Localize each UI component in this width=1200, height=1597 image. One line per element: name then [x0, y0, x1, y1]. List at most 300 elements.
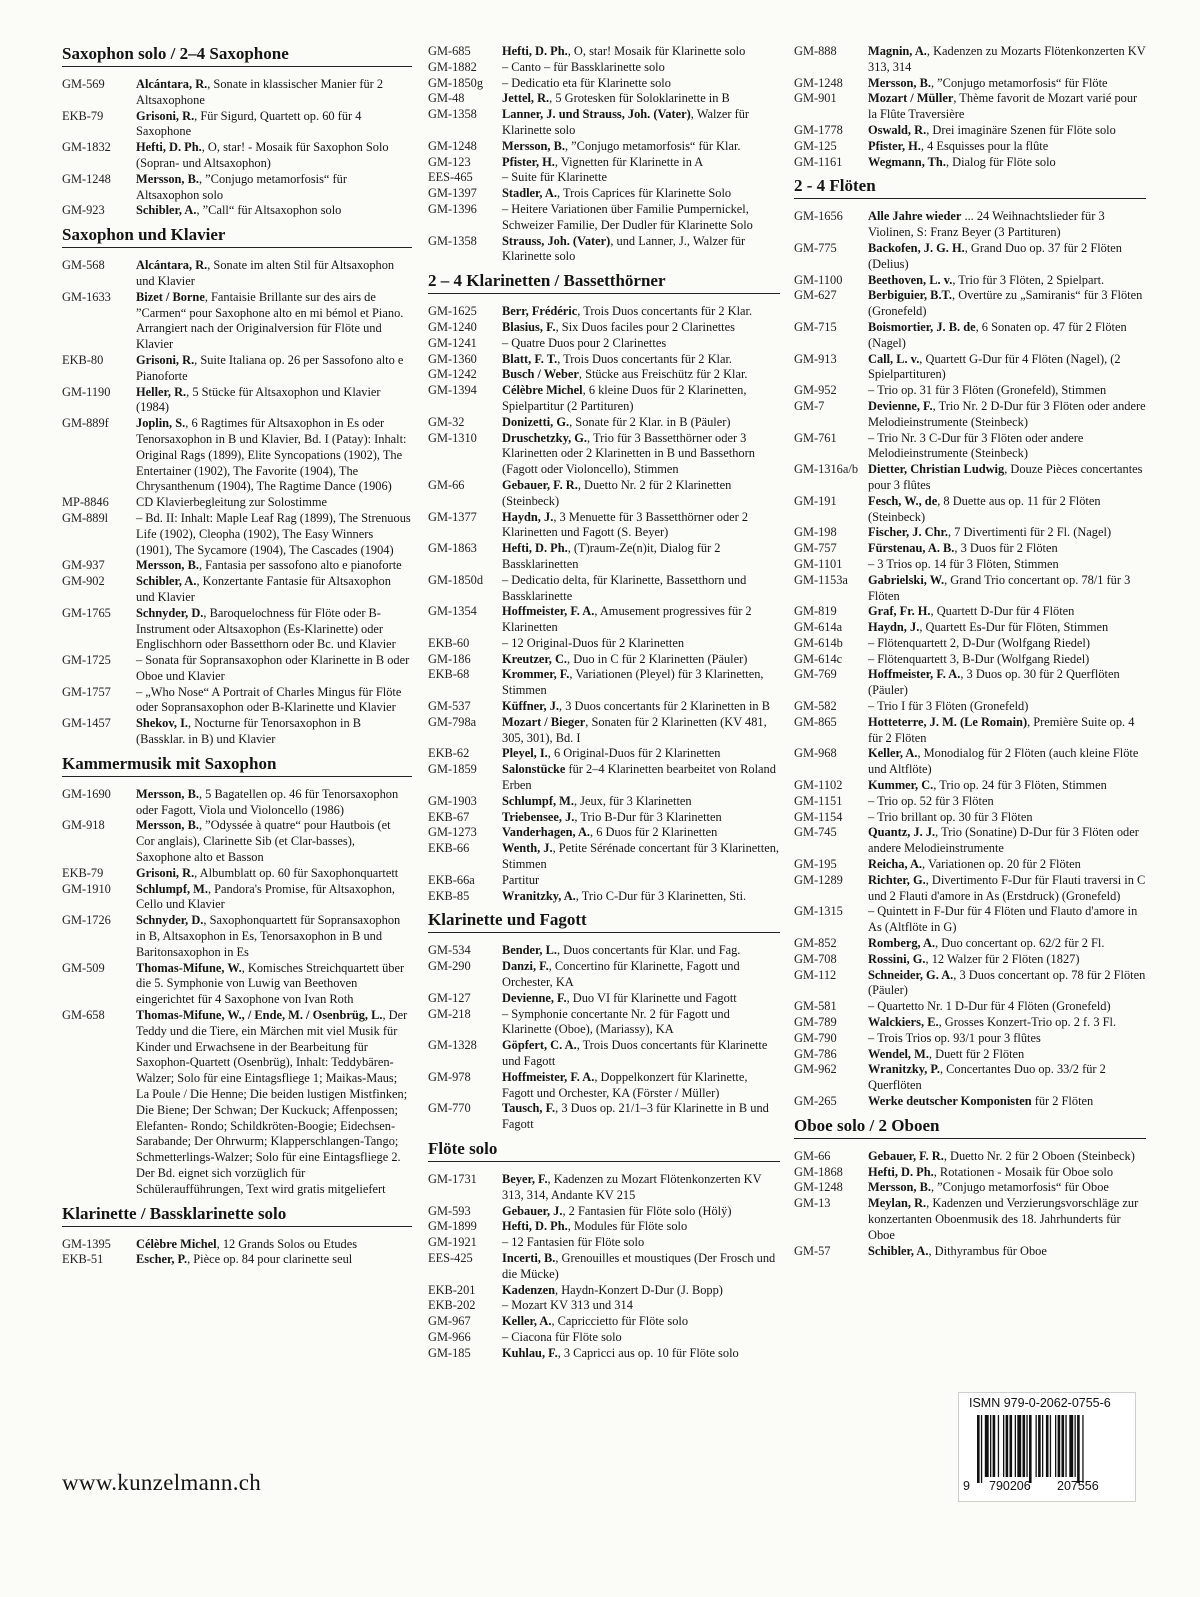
- catalog-entry: [428, 825, 780, 841]
- catalog-entry: [794, 1244, 1146, 1260]
- entry-description: [502, 652, 780, 668]
- catalog-entry: [794, 999, 1146, 1015]
- entry-description: [868, 904, 1146, 936]
- catalog-entry: [794, 383, 1146, 399]
- composer-name: Mersson, B.: [502, 138, 565, 153]
- work-title: , Quartett G-Dur für 4 Flöten (Nagel), (2 Spielpartituren): [868, 351, 1121, 382]
- catalog-entry: [428, 1283, 780, 1299]
- work-title: , Amusement progressives für 2 Klarinetten: [502, 604, 752, 635]
- catalog-entry: [794, 1180, 1146, 1196]
- catalog-number: GM-1248: [794, 1180, 843, 1195]
- work-title: , Quartett D-Dur für 4 Flöten: [930, 604, 1075, 619]
- entry-description: [868, 139, 1146, 155]
- catalog-entry: [428, 186, 780, 202]
- entry-description: [136, 866, 412, 882]
- work-title: – Flötenquartett 3, B-Dur (Wolfgang Riedel): [868, 651, 1090, 666]
- work-title: , Douze Pièces concertantes pour 3 flûtes: [868, 462, 1143, 492]
- catalog-number: GM-1241: [428, 335, 477, 350]
- composer-name: Berr, Frédéric: [502, 304, 578, 319]
- entry-description: [502, 943, 780, 959]
- catalog-section: [62, 225, 412, 748]
- catalog-number: EKB-66a: [428, 872, 475, 887]
- barcode-bar: [1015, 1415, 1016, 1477]
- composer-name: Devienne, F.: [502, 990, 567, 1005]
- entry-description: [868, 1015, 1146, 1031]
- composer-name: Beethoven, L. v.: [868, 272, 953, 287]
- catalog-number: GM-1725: [62, 653, 111, 668]
- composer-name: Keller, A.: [502, 1314, 552, 1329]
- catalog-number: GM-1242: [428, 367, 477, 382]
- work-title: – Suite für Klarinette: [502, 170, 607, 185]
- barcode-digits-right: 207556: [1057, 1479, 1099, 1493]
- work-title: – Sonata für Sopransaxophon oder Klarinette in B oder Oboe und Klavier: [136, 653, 410, 683]
- entry-description: [136, 495, 412, 511]
- catalog-number: GM-889l: [62, 510, 109, 525]
- work-title: , 3 Capricci aus op. 10 für Flöte solo: [557, 1345, 739, 1360]
- entry-description: [868, 1180, 1146, 1196]
- catalog-entry: [62, 258, 412, 290]
- entry-description: [868, 810, 1146, 826]
- barcode-bar: [1082, 1415, 1083, 1483]
- catalog-number: EKB-67: [428, 809, 470, 824]
- entry-description: [868, 1031, 1146, 1047]
- entry-description: [502, 1314, 780, 1330]
- work-title: , Grand Trio concertant op. 78/1 für 3 Flöten: [868, 572, 1131, 603]
- work-title: , O, star! Mosaik für Klarinette solo: [567, 44, 746, 58]
- entry-description: [868, 76, 1146, 92]
- work-title: , 4 Esquisses pour la flûte: [920, 138, 1049, 153]
- catalog-entry: [794, 825, 1146, 857]
- catalog-entry: [794, 604, 1146, 620]
- composer-name: Célèbre Michel: [502, 383, 583, 398]
- catalog-number: GM-1289: [794, 872, 843, 887]
- work-title: – Dedicatio eta für Klarinette solo: [502, 75, 671, 90]
- work-title: , Duetto Nr. 2 für 2 Klarinetten (Steinbeck): [502, 477, 732, 508]
- catalog-entry: [794, 123, 1146, 139]
- catalog-entry: [428, 636, 780, 652]
- catalog-entry: [428, 320, 780, 336]
- composer-name: Alcántara, R.: [136, 258, 208, 273]
- composer-name: Berbiguier, B.T.: [868, 288, 952, 303]
- entry-description: [868, 383, 1146, 399]
- catalog-number: GM-852: [794, 936, 837, 951]
- entry-description: [502, 352, 780, 368]
- catalog-entry: [794, 44, 1146, 76]
- composer-name: Backofen, J. G. H.: [868, 240, 965, 255]
- catalog-entry: [428, 1172, 780, 1204]
- catalog-number: GM-1153a: [794, 572, 848, 587]
- entry-description: [502, 1007, 780, 1039]
- work-title: , Trois Duos concertants für Klarinette und Fagott: [502, 1038, 768, 1069]
- composer-name: Heller, R.: [136, 384, 187, 399]
- catalog-number: GM-1102: [794, 778, 843, 793]
- composer-name: Mersson, B.: [136, 786, 199, 801]
- work-title: ... 24 Weihnachtslieder für 3 Violinen, S: Franz Beyer (3 Partituren): [868, 209, 1105, 240]
- entry-description: [502, 76, 780, 92]
- composer-name: Wranitzky, A.: [502, 888, 576, 903]
- catalog-entry: [794, 636, 1146, 652]
- work-title: , Kadenzen zu Mozart Flötenkonzerten KV 313, 314, Andante KV 215: [502, 1172, 762, 1202]
- work-title: – Quatre Duos pour 2 Clarinettes: [502, 335, 667, 350]
- catalog-number: GM-614c: [794, 651, 843, 666]
- entry-description: [868, 636, 1146, 652]
- work-title: , 3 Duos concertant op. 78 für 2 Flöten (Päuler): [868, 967, 1146, 998]
- composer-name: Pfister, H.: [868, 138, 921, 153]
- composer-name: Schlumpf, M.: [502, 793, 574, 808]
- catalog-entry: [428, 573, 780, 605]
- catalog-number: GM-509: [62, 960, 105, 975]
- composer-name: Hoffmeister, F. A.: [868, 667, 961, 682]
- composer-name: Graf, Fr. H.: [868, 604, 931, 619]
- work-title: – Flötenquartett 2, D-Dur (Wolfgang Riedel): [868, 635, 1090, 650]
- entry-description: [502, 186, 780, 202]
- entry-description: [868, 699, 1146, 715]
- entry-description: [868, 462, 1146, 494]
- entry-description: [868, 155, 1146, 171]
- catalog-number: GM-1863: [428, 541, 477, 556]
- entry-description: [136, 140, 412, 172]
- catalog-entry: [794, 1031, 1146, 1047]
- entry-description: [502, 1172, 780, 1204]
- entry-description: [502, 1204, 780, 1220]
- composer-name: Quantz, J. J.: [868, 825, 936, 840]
- composer-name: Triebensee, J.: [502, 809, 575, 824]
- catalog-entry: [428, 1219, 780, 1235]
- catalog-number: GM-1903: [428, 793, 477, 808]
- catalog-number: GM-57: [794, 1243, 831, 1258]
- catalog-number: GM-790: [794, 1030, 837, 1045]
- catalog-entry: [62, 511, 412, 558]
- catalog-number: GM-1625: [428, 304, 477, 319]
- work-title: CD Klavierbegleitung zur Solostimme: [136, 495, 327, 510]
- catalog-number: GM-13: [794, 1196, 831, 1211]
- work-title: , 3 Duos op. 21/1–3 für Klarinette in B und Fagott: [502, 1101, 769, 1132]
- entry-description: [136, 606, 412, 653]
- barcode-digits-left: 790206: [989, 1479, 1031, 1493]
- entry-description: [136, 77, 412, 109]
- catalog-entry: [794, 699, 1146, 715]
- catalog-entry: [428, 91, 780, 107]
- catalog-number: GM-1731: [428, 1172, 477, 1186]
- composer-name: Fischer, J. Chr.: [868, 525, 948, 540]
- work-title: , Concertantes Duo op. 33/2 für 2 Querflöten: [868, 1062, 1106, 1093]
- composer-name: Hefti, D. Ph.: [868, 1164, 934, 1179]
- entry-description: [502, 889, 780, 905]
- catalog-entry: [794, 873, 1146, 905]
- work-title: , 3 Duos op. 30 für 2 Querflöten (Päuler): [868, 667, 1120, 698]
- entry-description: [502, 1251, 780, 1283]
- barcode-bar: [1017, 1415, 1021, 1477]
- composer-name: Hefti, D. Ph.: [502, 541, 568, 556]
- barcode-icon: [977, 1415, 1119, 1483]
- catalog-entry: [428, 510, 780, 542]
- work-title: , Baroquelochness für Flöte oder B-Instrument oder Altsaxophon (Es-Klarinette) oder Englischhorn oder Bassetthorn oder Bc. und Klavier: [136, 605, 396, 652]
- work-title: , 5 Bagatellen op. 46 für Tenorsaxophon oder Fagott, Viola und Violoncello (1986): [136, 786, 399, 817]
- catalog-number: GM-761: [794, 430, 837, 445]
- composer-name: Busch / Weber: [502, 367, 579, 382]
- entry-description: [502, 1070, 780, 1102]
- entry-description: [502, 1219, 780, 1235]
- work-title: – Trois Trios op. 93/1 pour 3 flûtes: [868, 1030, 1041, 1045]
- catalog-entry: [62, 558, 412, 574]
- barcode-bar: [1077, 1415, 1080, 1483]
- entry-description: [868, 288, 1146, 320]
- composer-name: Magnin, A.: [868, 44, 927, 58]
- catalog-entry: [794, 241, 1146, 273]
- composer-name: Rossini, G.: [868, 951, 926, 966]
- entry-description: [868, 667, 1146, 699]
- composer-name: Romberg, A.: [868, 936, 936, 951]
- catalog-number: GM-775: [794, 240, 837, 255]
- composer-name: Hefti, D. Ph.: [502, 44, 568, 58]
- composer-name: Schibler, A.: [868, 1243, 929, 1258]
- barcode-bar: [1065, 1415, 1066, 1477]
- catalog-entry: [428, 652, 780, 668]
- entry-description: [136, 416, 412, 495]
- entry-description: [502, 873, 780, 889]
- catalog-entry: [62, 606, 412, 653]
- composer-name: Mersson, B.: [868, 1180, 931, 1195]
- work-title: – Trio Nr. 3 C-Dur für 3 Flöten oder andere Melodieinstrumente (Steinbeck): [868, 430, 1084, 461]
- column-left: [62, 44, 412, 1274]
- barcode-bar: [1055, 1415, 1056, 1477]
- work-title: für 2 Flöten: [1031, 1094, 1094, 1108]
- catalog-entry: [794, 209, 1146, 241]
- entry-description: [502, 510, 780, 542]
- composer-name: Mersson, B.: [136, 558, 199, 573]
- composer-name: Kreutzer, C.: [502, 651, 568, 666]
- work-title: , Variationen op. 20 für 2 Flöten: [922, 857, 1081, 872]
- work-title: , Première Suite op. 4 für 2 Flöten: [868, 714, 1135, 745]
- catalog-number: EKB-202: [428, 1298, 476, 1313]
- work-title: , Thème favorit de Mozart varié pour la Flûte Traversière: [868, 91, 1138, 122]
- catalog-entry: [428, 234, 780, 266]
- entry-description: [136, 1252, 412, 1268]
- catalog-entry: [62, 653, 412, 685]
- work-title: , Duo in C für 2 Klarinetten (Päuler): [567, 651, 748, 666]
- catalog-number: GM-1310: [428, 430, 477, 445]
- composer-name: Hotteterre, J. M. (Le Romain): [868, 714, 1028, 729]
- entry-description: [868, 273, 1146, 289]
- catalog-entry: [794, 494, 1146, 526]
- catalog-number: GM-1190: [62, 384, 111, 399]
- catalog-entry: [62, 203, 412, 219]
- composer-name: Stadler, A.: [502, 186, 557, 201]
- work-title: , Pièce op. 84 pour clarinette seul: [187, 1252, 353, 1267]
- composer-name: Pfister, H.: [502, 154, 555, 169]
- entry-description: [502, 810, 780, 826]
- catalog-number: GM-198: [794, 525, 837, 540]
- catalog-number: EKB-79: [62, 865, 104, 880]
- composer-name: Kuhlau, F.: [502, 1345, 558, 1360]
- catalog-number: GM-186: [428, 651, 471, 666]
- composer-name: Göpfert, C. A.: [502, 1038, 577, 1053]
- catalog-entry: [428, 810, 780, 826]
- catalog-entry: [428, 1235, 780, 1251]
- work-title: – Bd. II: Inhalt: Maple Leaf Rag (1899), The Strenuous Life (1902), Cleopha (1902), The Easy Winners (1901), The Sycamore (1904), The Cascades (1904): [136, 510, 411, 557]
- catalog-number: GM-1757: [62, 684, 111, 699]
- catalog-entry: [428, 943, 780, 959]
- work-title: , 12 Walzer für 2 Flöten (1827): [925, 951, 1080, 966]
- catalog-section: [428, 271, 780, 904]
- catalog-number: GM-708: [794, 951, 837, 966]
- entry-description: [502, 1298, 780, 1314]
- catalog-section: [428, 44, 780, 265]
- catalog-entry: [62, 685, 412, 717]
- catalog-number: GM-770: [428, 1101, 471, 1116]
- catalog-entry: [428, 667, 780, 699]
- catalog-number: GM-1832: [62, 140, 111, 155]
- catalog-number: GM-1850g: [428, 75, 484, 90]
- composer-name: Mozart / Bieger: [502, 714, 586, 729]
- barcode-bar: [990, 1415, 991, 1477]
- work-title: , Grosses Konzert-Trio op. 2 f. 3 Fl.: [938, 1015, 1117, 1030]
- catalog-entry: [794, 1062, 1146, 1094]
- work-title: , Petite Sérénade concertant für 3 Klarinetten, Stimmen: [502, 841, 779, 872]
- composer-name: Grisoni, R.: [136, 108, 195, 123]
- barcode-bar: [1010, 1415, 1013, 1477]
- catalog-entry: [428, 60, 780, 76]
- barcode-bar: [981, 1415, 982, 1483]
- composer-name: Haydn, J.: [868, 620, 920, 635]
- catalog-number: EKB-60: [428, 635, 470, 650]
- entry-description: [868, 123, 1146, 139]
- catalog-number: GM-1868: [794, 1164, 843, 1179]
- entry-description: [136, 290, 412, 353]
- work-title: , 6 Duos für 2 Klarinetten: [590, 825, 718, 840]
- entry-description: [502, 841, 780, 873]
- catalog-entry: [794, 904, 1146, 936]
- entry-description: [136, 353, 412, 385]
- catalog-entry: [428, 431, 780, 478]
- work-title: , Stücke aus Freischütz für 2 Klar.: [578, 367, 748, 382]
- entry-description: [868, 1047, 1146, 1063]
- work-title: – Ciacona für Flöte solo: [502, 1329, 622, 1344]
- entry-description: [502, 762, 780, 794]
- catalog-number: EKB-80: [62, 352, 104, 367]
- composer-name: Schnyder, D.: [136, 605, 204, 620]
- work-title: – 12 Original-Duos für 2 Klarinetten: [502, 635, 685, 650]
- composer-name: Shekov, I.: [136, 716, 188, 731]
- catalog-number: GM-1240: [428, 319, 477, 334]
- catalog-number: GM-1457: [62, 716, 111, 731]
- entry-description: [868, 541, 1146, 557]
- entry-description: [502, 1235, 780, 1251]
- catalog-number: GM-568: [62, 258, 105, 273]
- catalog-number: EKB-62: [428, 746, 470, 761]
- catalog-entry: [794, 155, 1146, 171]
- entry-description: [868, 652, 1146, 668]
- section-heading: Saxophon und Klavier: [62, 225, 412, 248]
- website-url[interactable]: www.kunzelmann.ch: [62, 1470, 262, 1495]
- composer-name: Küffner, J.: [502, 699, 560, 714]
- entry-description: [136, 913, 412, 960]
- catalog-section: [428, 910, 780, 1133]
- work-title: , Six Duos faciles pour 2 Clarinettes: [555, 319, 735, 334]
- catalog-number: GM-1316a/b: [794, 462, 859, 477]
- catalog-number: GM-1850d: [428, 572, 484, 587]
- column-middle: [428, 44, 780, 1368]
- catalog-number: GM-534: [428, 943, 471, 958]
- composer-name: Lanner, J. und Strauss, Joh. (Vater): [502, 107, 691, 122]
- composer-name: Joplin, S.: [136, 416, 186, 431]
- work-title: , Overtüre zu „Samiranis“ für 3 Flöten (Gronefeld): [868, 288, 1143, 319]
- work-title: , Grenouilles et moustiques (Der Frosch und die Mücke): [502, 1250, 776, 1281]
- composer-name: Schibler, A.: [136, 203, 197, 218]
- catalog-entry: [794, 810, 1146, 826]
- entry-description: [502, 320, 780, 336]
- entry-description: [868, 1165, 1146, 1181]
- barcode-bar: [985, 1415, 989, 1477]
- composer-name: Kummer, C.: [868, 778, 934, 793]
- entry-description: [868, 778, 1146, 794]
- composer-name: Reicha, A.: [868, 857, 923, 872]
- catalog-entry: [794, 1165, 1146, 1181]
- work-title: , Pandora's Promise, für Altsaxophon, Cello und Klavier: [136, 881, 395, 912]
- catalog-section: [794, 44, 1146, 170]
- work-title: – Dedicatio delta, für Klarinette, Bassetthorn und Bassklarinette: [502, 572, 747, 603]
- composer-name: Blatt, F. T.: [502, 351, 558, 366]
- catalog-number: GM-966: [428, 1329, 471, 1344]
- composer-name: Mersson, B.: [868, 75, 931, 90]
- entry-description: [136, 1008, 412, 1198]
- section-heading: Klarinette / Bassklarinette solo: [62, 1204, 412, 1227]
- work-title: , Doppelkonzert für Klarinette, Fagott und Orchester, KA (Förster / Müller): [502, 1069, 748, 1100]
- section-heading: 2 - 4 Flöten: [794, 176, 1146, 199]
- catalog-number: GM-593: [428, 1203, 471, 1218]
- entry-description: [136, 716, 412, 748]
- entry-description: [502, 604, 780, 636]
- composer-name: Pleyel, I.: [502, 746, 548, 761]
- entry-description: [136, 1237, 412, 1253]
- work-title: , ”Call“ für Altsaxophon solo: [196, 203, 342, 218]
- catalog-entry: [794, 431, 1146, 463]
- work-title: , Duo VI für Klarinette und Fagott: [566, 990, 737, 1005]
- catalog-number: GM-1354: [428, 604, 477, 619]
- catalog-entry: [794, 857, 1146, 873]
- catalog-number: GM-968: [794, 746, 837, 761]
- catalog-number: GM-789: [794, 1015, 837, 1030]
- catalog-number: EKB-51: [62, 1252, 104, 1267]
- catalog-entry: [794, 1094, 1146, 1110]
- work-title: für 2–4 Klarinetten bearbeitet von Roland Erben: [502, 762, 776, 793]
- composer-name: Gebauer, F. R.: [502, 477, 578, 492]
- work-title: , Divertimento F-Dur für Flauti traversi in C und 2 Flauti d'amore in As (Erstdruck) (Gronefeld): [868, 872, 1146, 903]
- composer-name: Keller, A.: [868, 746, 918, 761]
- work-title: , Haydn-Konzert D-Dur (J. Bopp): [555, 1282, 723, 1297]
- catalog-number: GM-1100: [794, 272, 843, 287]
- catalog-entry: [794, 399, 1146, 431]
- catalog-entry: [794, 573, 1146, 605]
- work-title: , Dithyrambus für Oboe: [928, 1243, 1047, 1258]
- entry-description: [868, 715, 1146, 747]
- barcode-bar: [1003, 1415, 1004, 1477]
- entry-description: [136, 574, 412, 606]
- barcode-bar: [1023, 1415, 1026, 1477]
- barcode-bar: [1036, 1415, 1037, 1477]
- entry-description: [502, 155, 780, 171]
- entry-description: [502, 699, 780, 715]
- catalog-entry: [794, 952, 1146, 968]
- work-title: , Walzer für Klarinette solo: [502, 107, 750, 137]
- catalog-entry: [428, 699, 780, 715]
- catalog-entry: [794, 652, 1146, 668]
- catalog-number: GM-112: [794, 967, 837, 982]
- catalog-number: GM-569: [62, 77, 105, 91]
- work-title: , Duett für 2 Flöten: [928, 1046, 1025, 1061]
- catalog-entry: [428, 202, 780, 234]
- entry-description: [868, 1196, 1146, 1243]
